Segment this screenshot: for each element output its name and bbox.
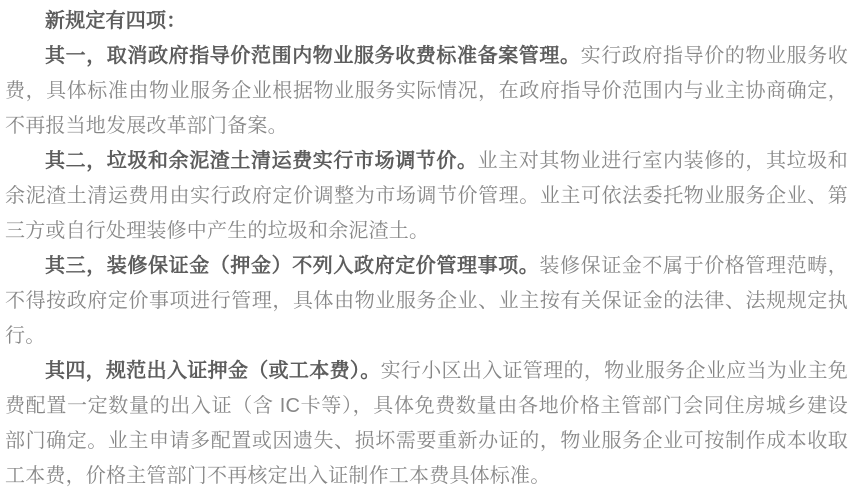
regulation-4-body: 实行小区出入证管理的，物业服务企业应当为业主免费配置一定数量的出入证（含 IC卡等），具体免费数量由各地价格主管部门会同住房城乡建设部门确定。业主申请多配置或因遗失、损坏需要重新办证的，物业服务企业可按制作成本收取工本费，价格主管部门不再核定出入证制作工本费具体标准。: [5, 360, 848, 487]
regulation-3-lead: 其三，装修保证金（押金）不列入政府定价管理事项。: [45, 255, 540, 277]
regulation-2-body: 业主对其物业进行室内装修的，其垃圾和余泥渣土清运费用由实行政府定价调整为市场调节价管理。业主可依法委托物业服务企业、第三方或自行处理装修中产生的垃圾和余泥渣土。: [5, 150, 848, 242]
intro-text: 新规定有四项：: [45, 10, 187, 32]
regulation-item-3: [5, 249, 848, 354]
intro-paragraph: [5, 4, 848, 39]
regulation-1-lead: 其一，取消政府指导价范围内物业服务收费标准备案管理。: [45, 45, 581, 67]
regulation-item-1: [5, 39, 848, 144]
regulation-2-lead: 其二，垃圾和余泥渣土清运费实行市场调节价。: [45, 150, 478, 172]
regulation-1-body: 实行政府指导价的物业服务收费，具体标准由物业服务企业根据物业服务实际情况，在政府指导价范围内与业主协商确定，不再报当地发展改革部门备案。: [5, 45, 848, 137]
regulation-3-body: 装修保证金不属于价格管理范畴，不得按政府定价事项进行管理，具体由物业服务企业、业主按有关保证金的法律、法规规定执行。: [5, 255, 849, 347]
regulation-4-lead: 其四，规范出入证押金（或工本费）。: [45, 360, 381, 382]
regulation-item-4: [5, 354, 848, 494]
regulation-item-2: [5, 144, 848, 249]
